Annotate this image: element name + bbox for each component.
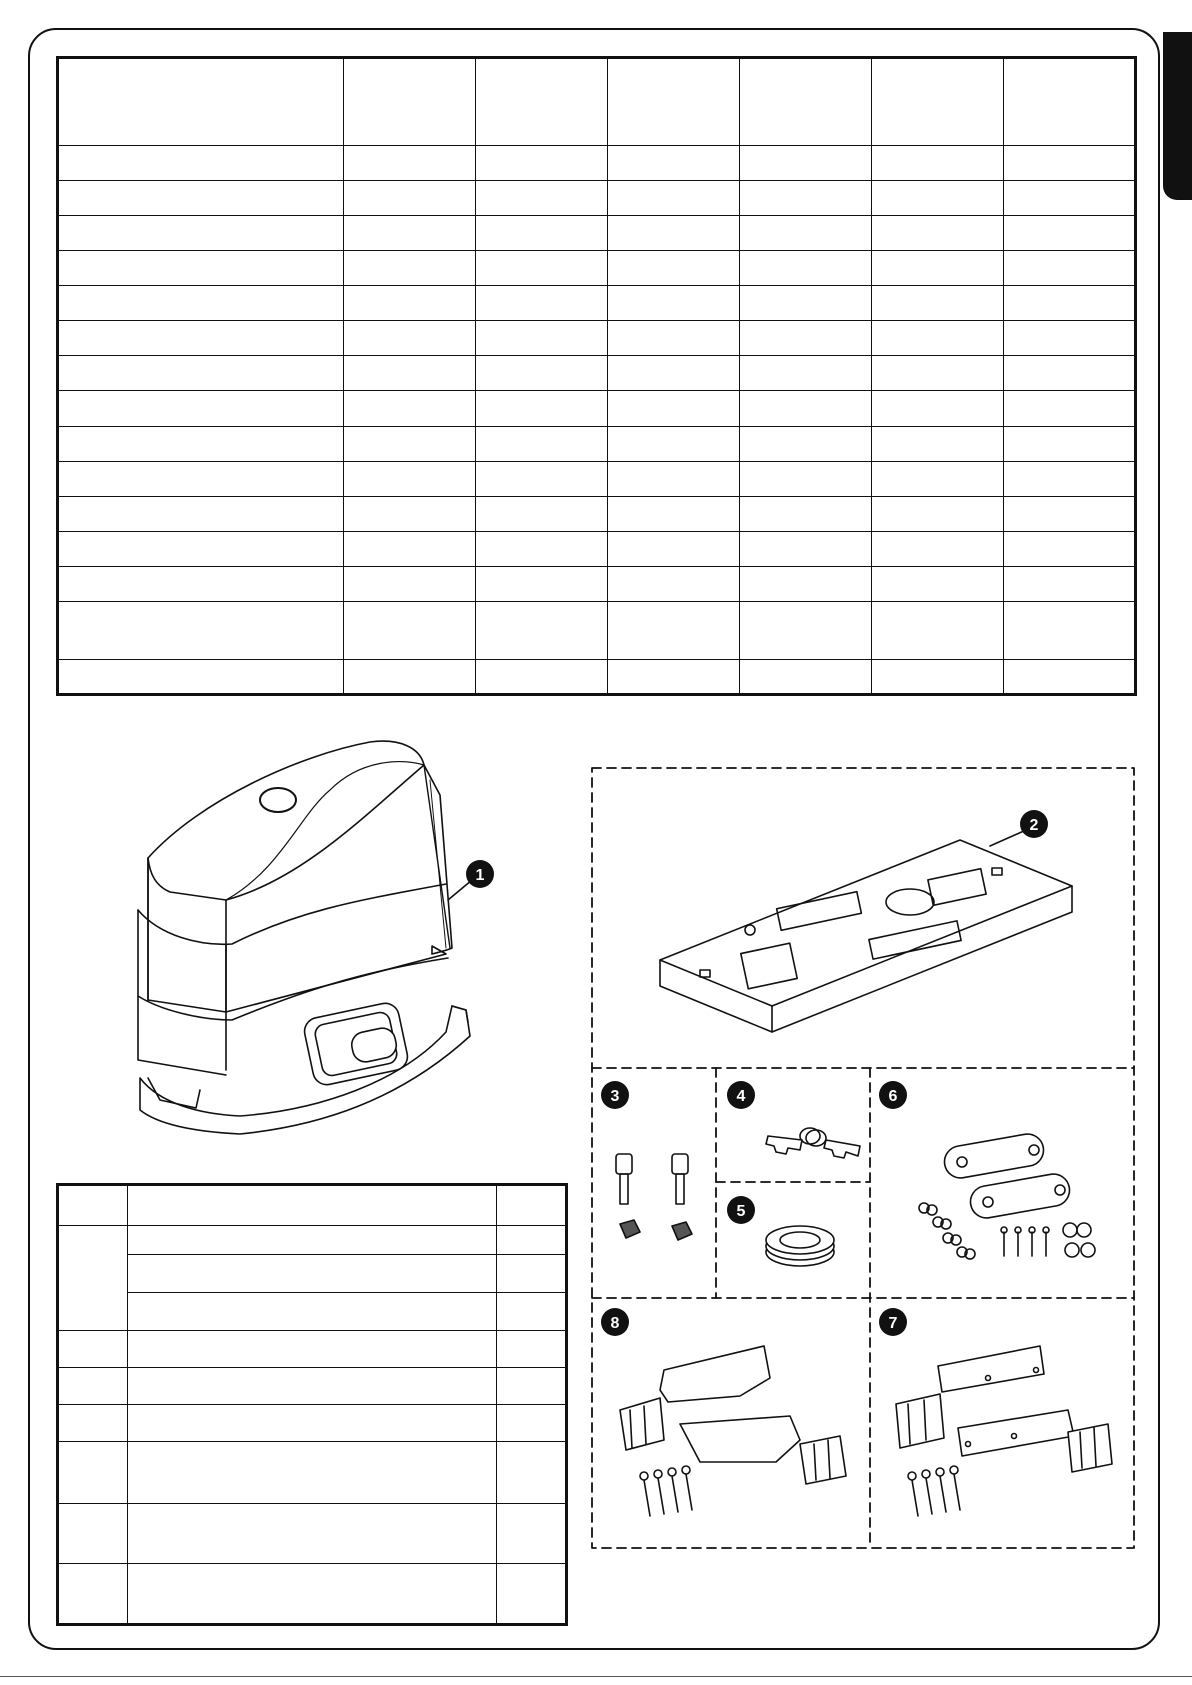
callout-1: 1: [475, 867, 485, 884]
callout-6: 6: [888, 1088, 898, 1105]
release-key-drawing: [727, 1081, 860, 1158]
base-plate-drawing: [660, 810, 1072, 1032]
callout-7: 7: [888, 1315, 898, 1332]
callout-4: 4: [736, 1088, 746, 1105]
callout-5: 5: [736, 1203, 746, 1220]
screw-set-drawing: [601, 1081, 692, 1240]
rack-bracket-drawing-alt: [879, 1308, 1112, 1516]
callout-2: 2: [1029, 817, 1039, 834]
callout-3: 3: [610, 1088, 620, 1105]
gear-motor-drawing: [138, 741, 494, 1134]
fixing-plates-drawing: [879, 1081, 1095, 1259]
callout-8: 8: [610, 1315, 620, 1332]
cable-grommet-drawing: [727, 1196, 834, 1266]
rack-bracket-drawing: [601, 1308, 846, 1516]
